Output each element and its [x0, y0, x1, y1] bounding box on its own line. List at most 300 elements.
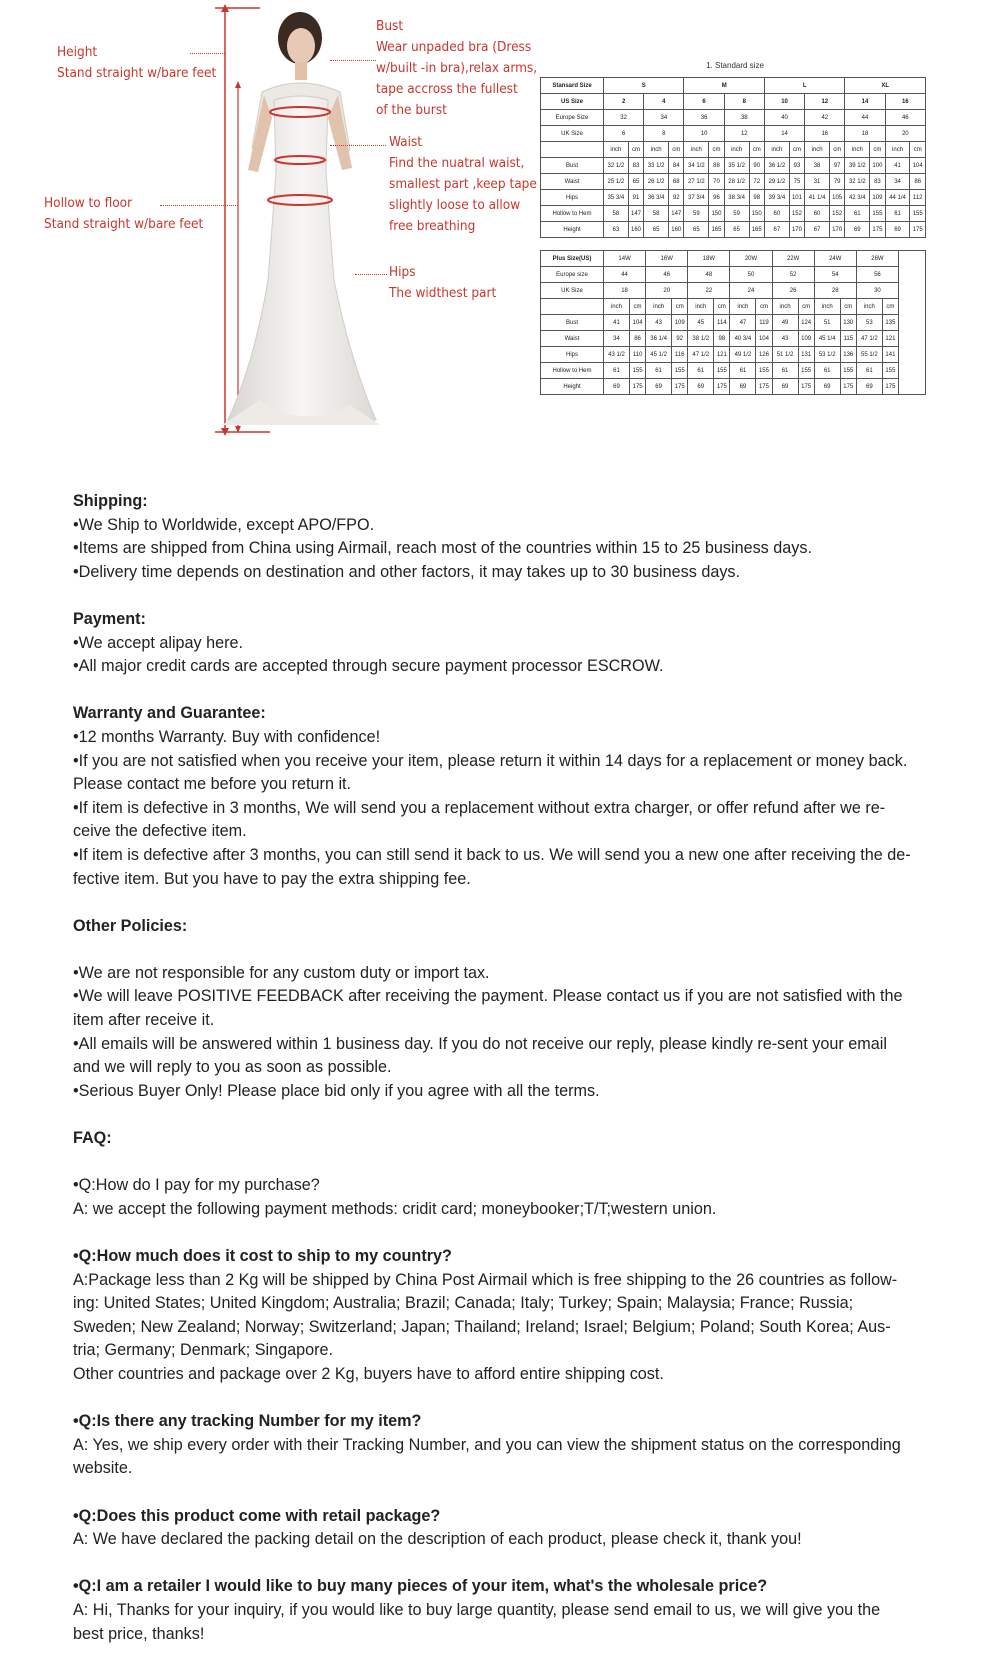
table-cell: 65: [724, 222, 749, 238]
height-label-desc: Stand straight w/bare feet: [57, 65, 217, 81]
table-cell: 35 3/4: [604, 190, 629, 206]
table-cell: 86: [629, 331, 645, 347]
table-cell: 47: [730, 315, 756, 331]
table-cell: 8: [724, 94, 764, 110]
waist-label-line: slightly loose to allow: [389, 197, 521, 213]
table-cell: 83: [870, 174, 885, 190]
bust-label-line: Wear unpaded bra (Dress: [376, 39, 532, 55]
table-cell: 115: [840, 331, 856, 347]
table-cell: 114: [714, 315, 730, 331]
table-cell: cm: [709, 142, 724, 158]
table-cell: 43: [646, 315, 672, 331]
table-cell: cm: [910, 142, 926, 158]
table-cell: cm: [829, 142, 844, 158]
table-cell: 91: [628, 190, 643, 206]
table-cell: 39 1/2: [845, 158, 870, 174]
section-line: •All emails will be answered within 1 business day. If you do not receive our reply, please kindly re-sent your email: [73, 1034, 887, 1053]
table-cell: 104: [910, 158, 926, 174]
section-line: •Items are shipped from China using Airmail, reach most of the countries within 15 to 25 business days.: [73, 539, 812, 558]
table-cell: 25 1/2: [604, 174, 629, 190]
table-cell: 41: [885, 158, 910, 174]
table-row: [541, 126, 926, 142]
table-cell: 112: [910, 190, 926, 206]
table-cell: 147: [628, 206, 643, 222]
section-title: FAQ:: [73, 1129, 112, 1148]
table-cell: 28 1/2: [724, 174, 749, 190]
section-line: fective item. But you have to pay the extra shipping fee.: [73, 869, 471, 888]
table-cell: 65: [644, 222, 669, 238]
row-label: Hollow to Hem: [541, 363, 604, 379]
table-cell: 124: [798, 315, 814, 331]
table-row: [541, 363, 926, 379]
hollow-label-desc: Stand straight w/bare feet: [44, 216, 204, 232]
size-header: 22W: [772, 251, 814, 267]
table-cell: 175: [840, 379, 856, 395]
section-line: A:Package less than 2 Kg will be shipped by China Post Airmail which is free shipping to the 26 countries as follow-: [73, 1270, 898, 1289]
table-cell: 53 1/2: [814, 347, 840, 363]
table-cell: 83: [628, 158, 643, 174]
table-cell: 93: [789, 158, 804, 174]
hollow-label-title: Hollow to floor: [44, 195, 133, 211]
table-cell: inch: [644, 142, 669, 158]
table-cell: 37 3/4: [684, 190, 709, 206]
table-cell: 100: [870, 158, 885, 174]
table-cell: 31: [805, 174, 830, 190]
table-cell: 61: [885, 206, 910, 222]
size-group-header: XL: [845, 78, 926, 94]
section-line: A: we accept the following payment methods: cridit card; moneybooker;T/T;western union.: [73, 1199, 717, 1218]
table-cell: 61: [688, 363, 714, 379]
table-cell: 34: [604, 331, 630, 347]
table-cell: 105: [829, 190, 844, 206]
table-cell: 70: [709, 174, 724, 190]
table-cell: 16: [885, 94, 925, 110]
table-cell: 20: [885, 126, 925, 142]
table-cell: 2: [604, 94, 644, 110]
table-cell: 34: [644, 110, 684, 126]
table-cell: inch: [604, 299, 630, 315]
table-cell: 104: [629, 315, 645, 331]
table-cell: cm: [870, 142, 885, 158]
table-row: [541, 142, 926, 158]
table-cell: 150: [749, 206, 764, 222]
table-cell: 20: [646, 283, 688, 299]
table-cell: 51: [814, 315, 840, 331]
table-cell: inch: [772, 299, 798, 315]
table-cell: 116: [672, 347, 688, 363]
section-line: A: We have declared the packing detail on the description of each product, please check it, thank you!: [73, 1530, 802, 1549]
section-line: ing: United States; United Kingdom; Australia; Brazil; Canada; Italy; Turkey; Spain; Malaysia; France; Russia;: [73, 1294, 854, 1313]
section-line: •We accept alipay here.: [73, 633, 244, 652]
row-label: UK Size: [541, 126, 604, 142]
section-title: Payment:: [73, 609, 146, 628]
table-cell: 59: [724, 206, 749, 222]
table-cell: 16: [805, 126, 845, 142]
section-line: Please contact me before you return it.: [73, 775, 352, 794]
dress-model-image: [200, 0, 400, 440]
bust-label-title: Bust: [376, 18, 404, 34]
table-row: [541, 379, 926, 395]
row-label: Europe Size: [541, 110, 604, 126]
table-cell: 32 1/2: [845, 174, 870, 190]
table-cell: 109: [798, 331, 814, 347]
hollow-to-floor-label: [44, 193, 203, 235]
table-cell: 69: [772, 379, 798, 395]
table-cell: 36 1/4: [646, 331, 672, 347]
row-label: Hollow to Hem: [541, 206, 604, 222]
table-cell: 45 1/2: [646, 347, 672, 363]
table-cell: inch: [764, 142, 789, 158]
table-header-label: Plus Size(US): [541, 251, 604, 267]
table-cell: 175: [672, 379, 688, 395]
table-cell: 75: [789, 174, 804, 190]
table-cell: inch: [688, 299, 714, 315]
section-line: best price, thanks!: [73, 1624, 205, 1643]
section-title: •Q:Is there any tracking Number for my item?: [73, 1412, 422, 1431]
table-cell: 65: [684, 222, 709, 238]
table-cell: inch: [856, 299, 882, 315]
bust-label: [376, 16, 537, 121]
table-cell: 6: [684, 94, 724, 110]
table-cell: 175: [882, 379, 898, 395]
table-cell: inch: [814, 299, 840, 315]
table-cell: 92: [669, 190, 684, 206]
table-cell: 29 1/2: [764, 174, 789, 190]
table-cell: cm: [749, 142, 764, 158]
table-cell: 69: [845, 222, 870, 238]
table-cell: 147: [669, 206, 684, 222]
table-cell: 155: [910, 206, 926, 222]
table-cell: 44 1/4: [885, 190, 910, 206]
table-row: [541, 190, 926, 206]
bust-label-line: tape accross the fullest: [376, 81, 518, 97]
row-label: Hips: [541, 347, 604, 363]
table-cell: 88: [709, 158, 724, 174]
height-label: [57, 42, 216, 84]
table-cell: cm: [840, 299, 856, 315]
table-header-row: [541, 78, 926, 94]
table-cell: 126: [756, 347, 772, 363]
table-cell: 61: [814, 363, 840, 379]
table-cell: 36 3/4: [644, 190, 669, 206]
table-cell: inch: [885, 142, 910, 158]
waist-label-title: Waist: [389, 134, 423, 150]
table-cell: 14: [764, 126, 804, 142]
bust-label-line: of the burst: [376, 102, 447, 118]
row-label: Waist: [541, 331, 604, 347]
table-cell: 69: [646, 379, 672, 395]
table-cell: 41 1/4: [805, 190, 830, 206]
table-cell: 43: [772, 331, 798, 347]
section-line: •We are not responsible for any custom duty or import tax.: [73, 963, 490, 982]
table-cell: 36 1/2: [764, 158, 789, 174]
section-line: •Serious Buyer Only! Please place bid only if you agree with all the terms.: [73, 1081, 600, 1100]
table-cell: 97: [829, 158, 844, 174]
table-cell: 63: [604, 222, 629, 238]
table-cell: 175: [910, 222, 926, 238]
bust-label-line: w/built -in bra),relax arms,: [376, 60, 538, 76]
table-cell: 33 1/2: [644, 158, 669, 174]
table-cell: 67: [805, 222, 830, 238]
table-cell: 131: [798, 347, 814, 363]
section-line: •Delivery time depends on destination and other factors, it may takes up to 30 business days.: [73, 562, 741, 581]
table-cell: 58: [644, 206, 669, 222]
table-cell: 61: [604, 363, 630, 379]
table-cell: 165: [749, 222, 764, 238]
table-cell: 60: [764, 206, 789, 222]
section-title: Warranty and Guarantee:: [73, 704, 266, 723]
table-cell: 69: [814, 379, 840, 395]
table-cell: cm: [714, 299, 730, 315]
hips-label: [389, 262, 496, 304]
section-title: •Q:I am a retailer I would like to buy many pieces of your item, what's the wholesale price?: [73, 1577, 768, 1596]
table-row: [541, 158, 926, 174]
row-label: [541, 142, 604, 158]
table-cell: 109: [870, 190, 885, 206]
table-cell: inch: [805, 142, 830, 158]
table-cell: 141: [882, 347, 898, 363]
table-cell: 86: [910, 174, 926, 190]
table-cell: 104: [756, 331, 772, 347]
table-cell: 42 3/4: [845, 190, 870, 206]
table-cell: 136: [840, 347, 856, 363]
table-cell: 12: [724, 126, 764, 142]
table-cell: 18: [604, 283, 646, 299]
waist-label: [389, 132, 537, 237]
table-cell: 28: [814, 283, 856, 299]
table-header-row: [541, 251, 926, 267]
table-cell: 38 1/2: [688, 331, 714, 347]
table-cell: 61: [856, 363, 882, 379]
table-cell: 175: [629, 379, 645, 395]
table-cell: 170: [789, 222, 804, 238]
table-cell: 51 1/2: [772, 347, 798, 363]
table-cell: 47 1/2: [856, 331, 882, 347]
table-cell: 69: [730, 379, 756, 395]
table-row: [541, 206, 926, 222]
table-cell: 160: [669, 222, 684, 238]
policy-text: [73, 490, 953, 1646]
table-cell: 155: [798, 363, 814, 379]
section-title: •Q:Does this product come with retail package?: [73, 1506, 441, 1525]
empty-cell: [899, 251, 926, 395]
row-label: Hips: [541, 190, 604, 206]
row-label: Height: [541, 222, 604, 238]
table-cell: 40 3/4: [730, 331, 756, 347]
section-title: •Q:How much does it cost to ship to my country?: [73, 1247, 452, 1265]
size-header: 26W: [856, 251, 898, 267]
waist-label-line: smallest part ,keep tape: [389, 176, 537, 192]
row-label: Bust: [541, 315, 604, 331]
table-cell: 49: [772, 315, 798, 331]
table-cell: 32 1/2: [604, 158, 629, 174]
table-cell: 48: [688, 267, 730, 283]
table-cell: 38 3/4: [724, 190, 749, 206]
table-cell: 43 1/2: [604, 347, 630, 363]
table-cell: inch: [646, 299, 672, 315]
table-cell: 150: [709, 206, 724, 222]
section-line: ceive the defective item.: [73, 822, 247, 841]
table-cell: 46: [646, 267, 688, 283]
table-cell: 155: [882, 363, 898, 379]
size-header: 24W: [814, 251, 856, 267]
table-cell: 155: [840, 363, 856, 379]
section-line: Other countries and package over 2 Kg, buyers have to afford entire shipping cost.: [73, 1364, 664, 1383]
table-cell: 79: [829, 174, 844, 190]
table-cell: 121: [714, 347, 730, 363]
table-cell: 38: [724, 110, 764, 126]
table-cell: 53: [856, 315, 882, 331]
table-cell: 35 1/2: [724, 158, 749, 174]
table-cell: 119: [756, 315, 772, 331]
table-row: [541, 283, 926, 299]
table-cell: 60: [805, 206, 830, 222]
table-cell: 56: [856, 267, 898, 283]
table-cell: 27 1/2: [684, 174, 709, 190]
table-cell: inch: [604, 142, 629, 158]
section-line: item after receive it.: [73, 1011, 215, 1030]
table-cell: 12: [805, 94, 845, 110]
table-cell: 96: [709, 190, 724, 206]
row-label: US Size: [541, 94, 604, 110]
size-group-header: L: [764, 78, 844, 94]
table-cell: 165: [709, 222, 724, 238]
table-cell: 67: [764, 222, 789, 238]
section-line: •We Ship to Worldwide, except APO/FPO.: [73, 515, 375, 534]
table-cell: 36: [684, 110, 724, 126]
table-cell: 39 3/4: [764, 190, 789, 206]
table-cell: inch: [730, 299, 756, 315]
table-cell: 155: [714, 363, 730, 379]
table-cell: 6: [604, 126, 644, 142]
section-line: •If item is defective after 3 months, you can still send it back to us. We will send you a new one after receiving the de-: [73, 845, 911, 864]
table-cell: 26 1/2: [644, 174, 669, 190]
table-cell: 65: [628, 174, 643, 190]
table-cell: 41: [604, 315, 630, 331]
table-cell: cm: [756, 299, 772, 315]
table-cell: 135: [882, 315, 898, 331]
table-cell: cm: [798, 299, 814, 315]
table-cell: 38: [805, 158, 830, 174]
table-cell: 44: [845, 110, 885, 126]
hips-label-desc: The widthest part: [389, 285, 497, 301]
table-cell: 26: [772, 283, 814, 299]
table-cell: 54: [814, 267, 856, 283]
table-row: [541, 347, 926, 363]
size-header: 18W: [688, 251, 730, 267]
section-line: •Q:How do I pay for my purchase?: [73, 1176, 320, 1195]
table-cell: 69: [688, 379, 714, 395]
table-cell: 61: [646, 363, 672, 379]
table-cell: inch: [845, 142, 870, 158]
size-header: 14W: [604, 251, 646, 267]
table-cell: 4: [644, 94, 684, 110]
table-cell: cm: [669, 142, 684, 158]
table-cell: 10: [764, 94, 804, 110]
table-cell: 175: [870, 222, 885, 238]
table-cell: 45 1/4: [814, 331, 840, 347]
table-cell: 92: [672, 331, 688, 347]
table-cell: 61: [845, 206, 870, 222]
table-cell: 8: [644, 126, 684, 142]
row-label: Europe size: [541, 267, 604, 283]
table-cell: 61: [730, 363, 756, 379]
table-header-label: Stansard Size: [541, 78, 604, 94]
section-line: tria; Germany; Denmark; Singapore.: [73, 1341, 334, 1360]
table-row: [541, 267, 926, 283]
waist-label-line: free breathing: [389, 218, 476, 234]
table-cell: 101: [789, 190, 804, 206]
table-cell: 175: [798, 379, 814, 395]
section-line: Sweden; New Zealand; Norway; Switzerland; Japan; Thailand; Ireland; Israel; Belgium; Poland; South Korea; Aus-: [73, 1317, 891, 1336]
table-cell: 121: [882, 331, 898, 347]
table-cell: 45: [688, 315, 714, 331]
table-cell: 155: [870, 206, 885, 222]
size-header: 16W: [646, 251, 688, 267]
section-line: •If you are not satisfied when you receive your item, please return it within 14 days for a replacement or money back.: [73, 751, 908, 770]
table-cell: 68: [669, 174, 684, 190]
table-cell: 170: [829, 222, 844, 238]
table-row: [541, 174, 926, 190]
row-label: UK Size: [541, 283, 604, 299]
table-cell: 46: [885, 110, 925, 126]
table-cell: 14: [845, 94, 885, 110]
section-line: A: Yes, we ship every order with their Tracking Number, and you can view the shipment status on the corresponding: [73, 1435, 901, 1454]
table-row: [541, 299, 926, 315]
table-cell: 109: [672, 315, 688, 331]
section-line: •If item is defective in 3 months, We will send you a replacement without extra charger, or offer refund after we re-: [73, 798, 886, 817]
table-cell: 34: [885, 174, 910, 190]
height-label-title: Height: [57, 44, 98, 60]
table-cell: 152: [829, 206, 844, 222]
section-title: Other Policies:: [73, 916, 188, 935]
table-cell: 98: [714, 331, 730, 347]
size-group-header: S: [604, 78, 684, 94]
table-cell: 49 1/2: [730, 347, 756, 363]
table-cell: 50: [730, 267, 772, 283]
section-title: Shipping:: [73, 492, 148, 510]
section-line: website.: [73, 1459, 133, 1478]
section-line: •We will leave POSITIVE FEEDBACK after receiving the payment. Please contact us if you are not satisfied with the: [73, 987, 903, 1006]
table-cell: 175: [714, 379, 730, 395]
section-line: •All major credit cards are accepted through secure payment processor ESCROW.: [73, 657, 664, 676]
row-label: [541, 299, 604, 315]
table-cell: 59: [684, 206, 709, 222]
table-cell: 110: [629, 347, 645, 363]
standard-size-table: [540, 77, 926, 238]
table-row: [541, 315, 926, 331]
table-cell: cm: [628, 142, 643, 158]
table-cell: 58: [604, 206, 629, 222]
table-cell: 130: [840, 315, 856, 331]
table-cell: 61: [772, 363, 798, 379]
plus-size-table: [540, 250, 926, 395]
table-row: [541, 331, 926, 347]
size-group-header: M: [684, 78, 764, 94]
table-cell: inch: [724, 142, 749, 158]
table-row: [541, 94, 926, 110]
table-cell: 90: [749, 158, 764, 174]
table-cell: 69: [856, 379, 882, 395]
table-cell: cm: [882, 299, 898, 315]
table-cell: 84: [669, 158, 684, 174]
waist-label-line: Find the nuatral waist,: [389, 155, 525, 171]
table-cell: 22: [688, 283, 730, 299]
table-cell: 69: [885, 222, 910, 238]
table-cell: 44: [604, 267, 646, 283]
table-cell: 18: [845, 126, 885, 142]
table-cell: 72: [749, 174, 764, 190]
